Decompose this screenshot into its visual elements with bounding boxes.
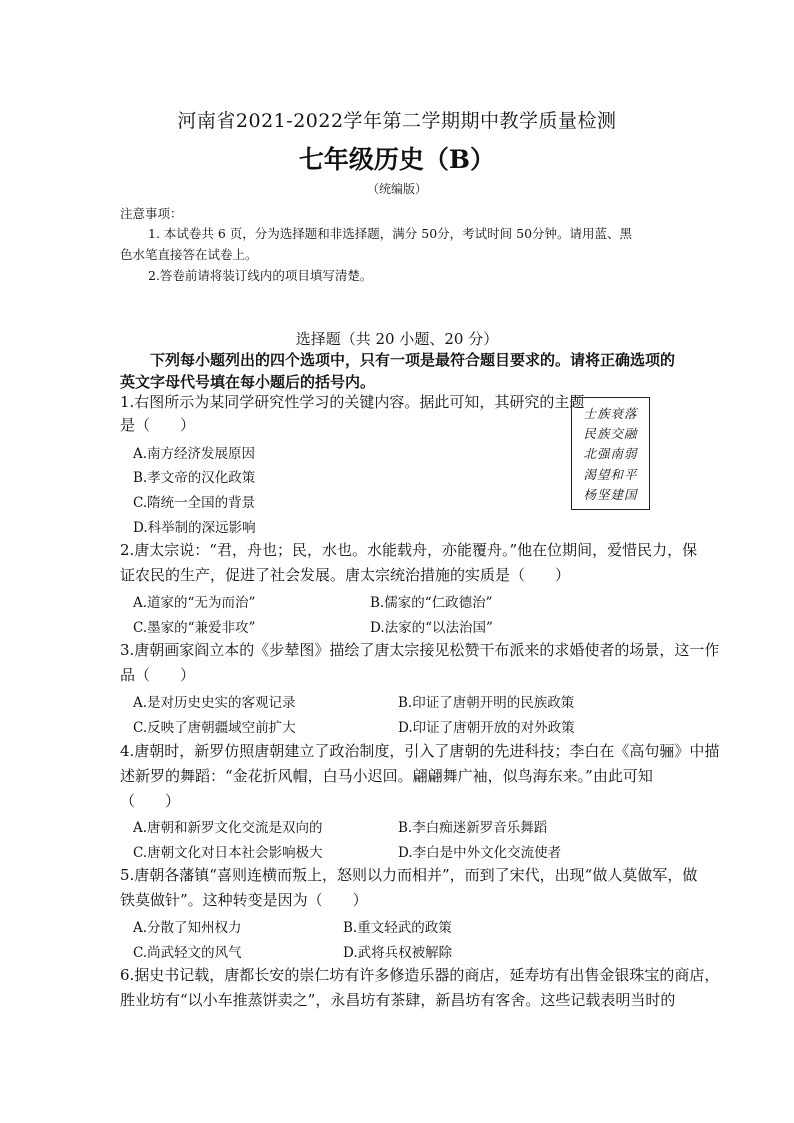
question-3-line: 品（ ） [120, 666, 196, 684]
question-3-option-b: B.印证了唐朝开明的民族政策 [398, 695, 575, 711]
question-4-option-a: A.唐朝和新罗文化交流是双向的 [133, 820, 323, 836]
question-4-option-d: D.李白是中外文化交流使者 [398, 845, 562, 861]
question-3-line: 3.唐朝画家阎立本的《步辇图》描绘了唐太宗接见松赞干布派来的求婚使者的场景，这一作 [120, 641, 720, 659]
question-1-option-c: C.隋统一全国的背景 [133, 495, 256, 511]
figure-line: 士族衰落 [583, 406, 638, 422]
question-2-line: 证农民的生产，促进了社会发展。唐太宗统治措施的实质是（ ） [120, 566, 571, 584]
question-4-line: 4.唐朝时，新罗仿照唐朝建立了政治制度，引入了唐朝的先进科技；李白在《高句骊》中描 [120, 742, 720, 760]
question-6-line: 6.据史书记载，唐都长安的崇仁坊有许多修造乐器的商店，延寿坊有出售金银珠宝的商店， [120, 966, 720, 984]
figure-line: 北强南弱 [583, 446, 638, 462]
question-5-option-a: A.分散了知州权力 [133, 920, 242, 936]
figure-line: 渴望和平 [583, 466, 638, 482]
question-6-line: 胜业坊有“以小车推蒸饼卖之”，永昌坊有茶肆，新昌坊有客舍。这些记载表明当时的 [120, 991, 676, 1009]
question-2-option-b: B.儒家的“仁政德治” [370, 595, 493, 611]
question-1-figure [571, 397, 650, 510]
exam-edition: （统编版） [366, 182, 427, 196]
question-1-line: 是（ ） [120, 416, 196, 434]
question-4-option-b: B.李白痴迷新罗音乐舞蹈 [398, 820, 548, 836]
question-2-option-d: D.法家的“以法治国” [370, 620, 493, 636]
notice-heading: 注意事项： [120, 206, 183, 221]
question-1-option-b: B.孝文帝的汉化政策 [133, 470, 256, 486]
question-5-line: 5.唐朝各藩镇“喜则连横而叛上，怒则以力而相并”，而到了宋代，出现“做人莫做军，做 [120, 866, 698, 884]
question-1-option-a: A.南方经济发展原因 [133, 446, 256, 462]
question-2-option-a: A.道家的“无为而治” [133, 595, 256, 611]
figure-line: 杨坚建国 [583, 486, 638, 502]
question-5-option-d: D.武将兵权被解除 [343, 945, 453, 961]
question-3-option-a: A.是对历史史实的客观记录 [133, 695, 296, 711]
question-4-line: 述新罗的舞蹈：“金花折风帽，白马小迟回。翩翩舞广袖，似鸟海东来。”由此可知 [120, 767, 653, 785]
question-1-line: 1.右图所示为某同学研究性学习的关键内容。据此可知，其研究的主题 [120, 393, 585, 411]
exam-subject: 七年级历史（B） [298, 145, 496, 174]
exam-title: 河南省2021-2022学年第二学期期中教学质量检测 [177, 110, 617, 132]
section-title: 选择题（共 20 小题、20 分） [295, 330, 499, 348]
question-2-option-c: C.墨家的“兼爱非攻” [133, 620, 256, 636]
notice-line: 色水笔直接答在试卷上。 [120, 247, 258, 262]
question-3-option-c: C.反映了唐朝疆域空前扩大 [133, 720, 296, 736]
question-1-option-d: D.科举制的深远影响 [133, 520, 256, 536]
figure-line: 民族交融 [583, 426, 638, 442]
question-5-option-c: C.尚武轻文的风气 [133, 945, 242, 961]
question-3-option-d: D.印证了唐朝开放的对外政策 [398, 720, 575, 736]
question-4-line: （ ） [120, 792, 181, 810]
question-5-line: 铁莫做针”。这种转变是因为（ ） [120, 891, 368, 909]
question-5-option-b: B.重文轻武的政策 [343, 920, 452, 936]
question-2-line: 2.唐太宗说：“君，舟也；民，水也。水能载舟，亦能覆舟。”他在位期间，爱惜民力，保 [120, 541, 698, 559]
notice-line: 1. 本试卷共 6 页，分为选择题和非选择题，满分 50分，考试时间 50分钟。请用蓝、黑 [148, 226, 633, 241]
notice-line: 2.答卷前请将装订线内的项目填写清楚。 [148, 268, 373, 283]
question-4-option-c: C.唐朝文化对日本社会影响极大 [133, 845, 323, 861]
section-instruction: 下列每小题列出的四个选项中，只有一项是最符合题目要求的。请将正确选项的英文字母代号填在每小题后的括号内。 [120, 351, 676, 391]
